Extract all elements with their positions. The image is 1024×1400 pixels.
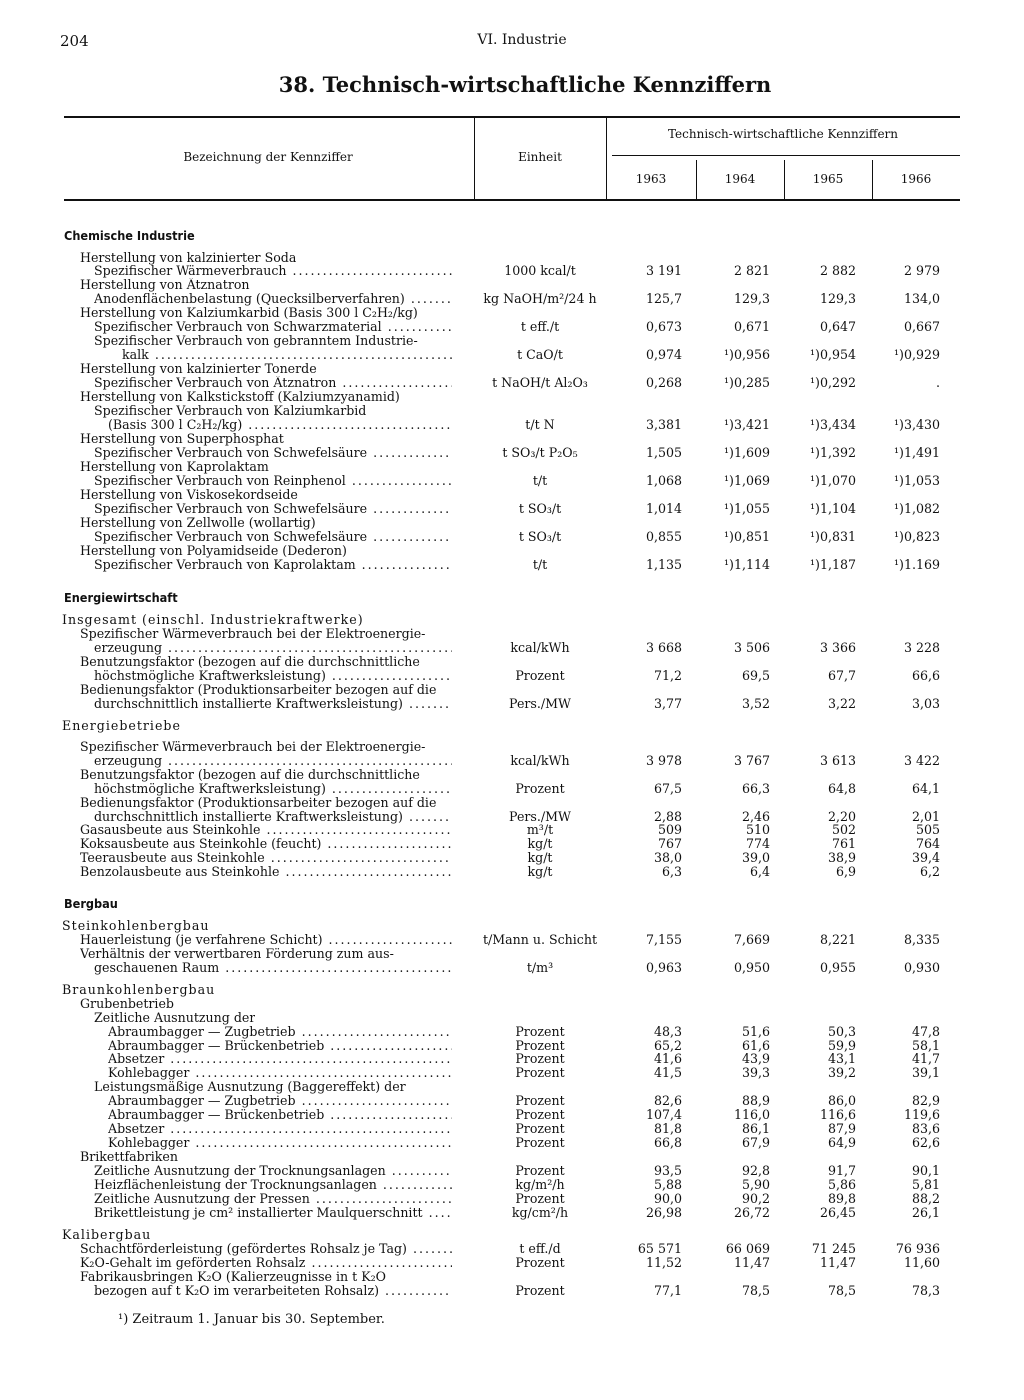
value-cell-1963: 6,3 [661, 864, 682, 879]
value-cell-1965: ¹)1,104 [809, 501, 856, 516]
row-label: Koksausbeute aus Steinkohle (feucht) ..... [80, 837, 452, 851]
row-unit: Prozent [515, 668, 565, 683]
row-label: Herstellung von Kaprolaktam [80, 460, 269, 474]
row-label: Heizflächenleistung der Trocknungsanlagen ..... [94, 1178, 452, 1192]
value-cell-1965: 8,221 [819, 932, 856, 947]
row-label: Herstellung von Kalkstickstoff (Kalziumzyanamid) [80, 390, 400, 404]
value-cell-1965: 78,5 [827, 1283, 856, 1298]
value-cell-1965: ¹)0,954 [809, 347, 856, 362]
value-cell-1964: 66,3 [741, 781, 770, 796]
value-cell-1966: 2 979 [903, 263, 940, 278]
value-cell-1963: 3,77 [653, 696, 682, 711]
row-unit: t/t [532, 473, 548, 488]
value-cell-1963: 107,4 [645, 1107, 682, 1122]
value-cell-1966: 11,60 [903, 1255, 940, 1270]
value-cell-1965: 761 [831, 836, 856, 851]
value-cell-1964: 3 506 [733, 640, 770, 655]
col-label-header: Bezeichnung der Kennziffer [183, 150, 353, 164]
row-label: bezogen auf t K₂O im verarbeiteten Rohsalz) ..... [94, 1284, 452, 1298]
row-unit: m³/t [526, 822, 554, 837]
value-cell-1963: 11,52 [645, 1255, 682, 1270]
row-label: Absetzer ..... [108, 1122, 452, 1136]
row-label: Zeitliche Ausnutzung der Trocknungsanlagen ..... [94, 1164, 452, 1178]
value-cell-1966: ¹)1.169 [893, 557, 940, 572]
row-label: Spezifischer Verbrauch von Ätznatron ..... [94, 376, 452, 390]
row-unit: t eff./t [520, 319, 560, 334]
value-cell-1965: 67,7 [827, 668, 856, 683]
value-cell-1965: 64,8 [827, 781, 856, 796]
value-cell-1966: 134,0 [903, 291, 940, 306]
subsection-heading: Kalibergbau [62, 1228, 152, 1242]
value-cell-1963: 509 [657, 822, 682, 837]
row-label: Verhältnis der verwertbaren Förderung zum aus- [80, 947, 394, 961]
value-cell-1963: 0,963 [645, 960, 682, 975]
value-cell-1963: 81,8 [653, 1121, 682, 1136]
row-label: Zeitliche Ausnutzung der Pressen ..... [94, 1192, 452, 1206]
value-cell-1965: 0,955 [819, 960, 856, 975]
value-cell-1963: 1,135 [645, 557, 682, 572]
value-cell-1963: 41,6 [653, 1051, 682, 1066]
row-label: Spezifischer Verbrauch von gebranntem Industrie- [94, 334, 418, 348]
value-cell-1963: 41,5 [653, 1065, 682, 1080]
value-cell-1965: 0,647 [819, 319, 856, 334]
value-cell-1965: 11,47 [819, 1255, 856, 1270]
value-cell-1963: 125,7 [645, 291, 682, 306]
value-cell-1964: ¹)0,956 [723, 347, 770, 362]
value-cell-1963: 71,2 [653, 668, 682, 683]
value-cell-1964: 67,9 [741, 1135, 770, 1150]
value-cell-1966: 78,3 [911, 1283, 940, 1298]
row-unit: Prozent [515, 1191, 565, 1206]
row-label: höchstmögliche Kraftwerksleistung) ..... [94, 669, 452, 683]
value-cell-1965: ¹)0,292 [809, 375, 856, 390]
row-unit: t/Mann u. Schicht [482, 932, 598, 947]
value-cell-1966: 47,8 [911, 1024, 940, 1039]
row-label: Spezifischer Wärmeverbrauch bei der Elektroenergie- [80, 627, 426, 641]
row-label: Herstellung von Viskosekordseide [80, 488, 298, 502]
value-cell-1965: 43,1 [827, 1051, 856, 1066]
value-cell-1964: ¹)1,609 [723, 445, 770, 460]
row-label: Spezifischer Verbrauch von Schwefelsäure ..... [94, 502, 452, 516]
row-label: Abraumbagger — Brückenbetrieb ..... [108, 1108, 452, 1122]
row-label: Spezifischer Verbrauch von Reinphenol ..... [94, 474, 452, 488]
subsection-heading: Energiebetriebe [62, 719, 181, 733]
row-label: Bedienungsfaktor (Produktionsarbeiter bezogen auf die [80, 683, 437, 697]
value-cell-1964: 0,671 [733, 319, 770, 334]
row-unit: Prozent [515, 1107, 565, 1122]
row-unit: t SO₃/t [518, 529, 562, 544]
value-cell-1966: 90,1 [911, 1163, 940, 1178]
value-cell-1966: 8,335 [903, 932, 940, 947]
row-unit: t CaO/t [517, 347, 563, 362]
value-cell-1964: 129,3 [733, 291, 770, 306]
value-cell-1963: 65 571 [637, 1241, 682, 1256]
value-cell-1965: 5,86 [827, 1177, 856, 1192]
value-cell-1965: 2,20 [827, 809, 856, 824]
value-cell-1965: 3 366 [819, 640, 856, 655]
row-unit: 1000 kcal/t [504, 263, 576, 278]
row-unit: kg NaOH/m²/24 h [483, 291, 597, 306]
value-cell-1964: 7,669 [733, 932, 770, 947]
value-cell-1966: 764 [915, 836, 940, 851]
year-header: 1963 [635, 172, 667, 186]
row-unit: Prozent [515, 1051, 565, 1066]
row-label: kalk ..... [122, 348, 452, 362]
value-cell-1964: 774 [745, 836, 770, 851]
row-label: höchstmögliche Kraftwerksleistung) ..... [94, 782, 452, 796]
value-cell-1965: 89,8 [827, 1191, 856, 1206]
value-cell-1964: 88,9 [741, 1093, 770, 1108]
value-cell-1966: 39,1 [911, 1065, 940, 1080]
value-cell-1966: 82,9 [911, 1093, 940, 1108]
row-unit: kg/t [527, 864, 553, 879]
subsection-heading: Insgesamt (einschl. Industriekraftwerke) [62, 613, 364, 627]
value-cell-1966: 62,6 [911, 1135, 940, 1150]
value-cell-1963: 66,8 [653, 1135, 682, 1150]
value-cell-1966: 83,6 [911, 1121, 940, 1136]
value-cell-1965: ¹)1,187 [809, 557, 856, 572]
row-unit: t SO₃/t P₂O₅ [502, 445, 578, 460]
row-label: Anodenflächenbelastung (Quecksilberverfahren) ..... [94, 292, 452, 306]
value-cell-1964: 51,6 [741, 1024, 770, 1039]
value-cell-1966: . [935, 375, 940, 390]
value-cell-1965: 116,6 [819, 1107, 856, 1122]
value-cell-1964: 0,950 [733, 960, 770, 975]
value-cell-1963: 7,155 [645, 932, 682, 947]
value-cell-1965: ¹)3,434 [809, 417, 856, 432]
value-cell-1965: 59,9 [827, 1038, 856, 1053]
value-cell-1963: 1,014 [645, 501, 682, 516]
footnote: ¹) Zeitraum 1. Januar bis 30. September. [118, 1312, 385, 1327]
value-cell-1966: 64,1 [911, 781, 940, 796]
value-cell-1963: 77,1 [653, 1283, 682, 1298]
value-cell-1964: 6,4 [749, 864, 770, 879]
section-heading: Bergbau [64, 897, 118, 911]
row-label: Benutzungsfaktor (bezogen auf die durchschnittliche [80, 655, 420, 669]
value-cell-1964: 510 [745, 822, 770, 837]
value-cell-1965: 129,3 [819, 291, 856, 306]
value-cell-1963: 1,068 [645, 473, 682, 488]
subsection-heading: Braunkohlenbergbau [62, 983, 216, 997]
value-cell-1963: 38,0 [653, 850, 682, 865]
value-cell-1966: 505 [915, 822, 940, 837]
row-unit: Prozent [515, 781, 565, 796]
section-heading: Energiewirtschaft [64, 591, 178, 605]
value-cell-1966: 88,2 [911, 1191, 940, 1206]
value-cell-1963: 767 [657, 836, 682, 851]
row-unit: t SO₃/t [518, 501, 562, 516]
row-unit: Prozent [515, 1093, 565, 1108]
row-label: Fabrikausbringen K₂O (Kalierzeugnisse in t K₂O [80, 1270, 386, 1284]
value-cell-1964: 43,9 [741, 1051, 770, 1066]
row-unit: kcal/kWh [510, 753, 570, 768]
page-number: 204 [60, 32, 89, 50]
value-cell-1966: ¹)1,082 [893, 501, 940, 516]
value-cell-1965: 26,45 [819, 1205, 856, 1220]
value-cell-1964: ¹)3,421 [723, 417, 770, 432]
row-label: Brikettleistung je cm² installierter Maulquerschnitt ..... [94, 1206, 452, 1220]
row-unit: Pers./MW [509, 696, 571, 711]
row-unit: t/t N [525, 417, 555, 432]
value-cell-1964: 92,8 [741, 1163, 770, 1178]
row-unit: kg/m²/h [515, 1177, 565, 1192]
row-label: erzeugung ..... [94, 641, 452, 655]
value-cell-1963: 2,88 [653, 809, 682, 824]
row-label: Benzolausbeute aus Steinkohle ..... [80, 865, 452, 879]
value-cell-1966: ¹)0,823 [893, 529, 940, 544]
row-label: Spezifischer Verbrauch von Schwarzmaterial ..... [94, 320, 452, 334]
value-cell-1966: 2,01 [911, 809, 940, 824]
row-label: Spezifischer Verbrauch von Kalziumkarbid [94, 404, 367, 418]
value-cell-1966: ¹)1,053 [893, 473, 940, 488]
row-label: Grubenbetrieb [80, 997, 174, 1011]
value-cell-1966: 5,81 [911, 1177, 940, 1192]
value-cell-1966: 3 228 [903, 640, 940, 655]
row-label: Herstellung von Zellwolle (wollartig) [80, 516, 316, 530]
value-cell-1963: 26,98 [645, 1205, 682, 1220]
value-cell-1966: 39,4 [911, 850, 940, 865]
value-cell-1963: 65,2 [653, 1038, 682, 1053]
value-cell-1963: 93,5 [653, 1163, 682, 1178]
row-label: Benutzungsfaktor (bezogen auf die durchschnittliche [80, 768, 420, 782]
year-header: 1966 [900, 172, 932, 186]
value-cell-1965: 3 613 [819, 753, 856, 768]
row-unit: t/t [532, 557, 548, 572]
value-cell-1965: 91,7 [827, 1163, 856, 1178]
row-unit: kcal/kWh [510, 640, 570, 655]
row-unit: t eff./d [519, 1241, 561, 1256]
value-cell-1966: 3 422 [903, 753, 940, 768]
value-cell-1965: 71 245 [811, 1241, 856, 1256]
value-cell-1964: 2,46 [741, 809, 770, 824]
row-unit: Prozent [515, 1135, 565, 1150]
row-label: Absetzer ..... [108, 1052, 452, 1066]
page-title: 38. Technisch-wirtschaftliche Kennziffern [278, 72, 772, 97]
value-cell-1966: 119,6 [903, 1107, 940, 1122]
value-cell-1965: 38,9 [827, 850, 856, 865]
value-cell-1966: 3,03 [911, 696, 940, 711]
value-cell-1966: 66,6 [911, 668, 940, 683]
value-cell-1964: 78,5 [741, 1283, 770, 1298]
value-cell-1965: 64,9 [827, 1135, 856, 1150]
row-unit: Prozent [515, 1283, 565, 1298]
value-cell-1965: 502 [831, 822, 856, 837]
value-cell-1964: 3,52 [741, 696, 770, 711]
value-cell-1964: 66 069 [725, 1241, 770, 1256]
row-unit: kg/cm²/h [511, 1205, 569, 1220]
value-cell-1964: 26,72 [733, 1205, 770, 1220]
row-label: Brikettfabriken [80, 1150, 178, 1164]
value-cell-1963: 3 191 [645, 263, 682, 278]
value-cell-1965: ¹)0,831 [809, 529, 856, 544]
value-cell-1963: 0,855 [645, 529, 682, 544]
value-cell-1963: 48,3 [653, 1024, 682, 1039]
value-cell-1966: ¹)1,491 [893, 445, 940, 460]
row-unit: Prozent [515, 1038, 565, 1053]
row-label: Abraumbagger — Zugbetrieb ..... [108, 1094, 452, 1108]
value-cell-1966: ¹)0,929 [893, 347, 940, 362]
row-label: Zeitliche Ausnutzung der [94, 1011, 256, 1025]
row-label: Herstellung von kalzinierter Tonerde [80, 362, 317, 376]
row-label: Herstellung von Superphosphat [80, 432, 284, 446]
value-cell-1964: 5,90 [741, 1177, 770, 1192]
value-cell-1963: 5,88 [653, 1177, 682, 1192]
row-label: Herstellung von Polyamidseide (Dederon) [80, 544, 347, 558]
value-cell-1964: ¹)0,851 [723, 529, 770, 544]
running-head: VI. Industrie [477, 32, 567, 48]
row-label: Hauerleistung (je verfahrene Schicht) ..... [80, 933, 452, 947]
value-cell-1965: 86,0 [827, 1093, 856, 1108]
row-label: Spezifischer Verbrauch von Schwefelsäure ..... [94, 446, 452, 460]
row-label: Kohlebagger ..... [108, 1066, 452, 1080]
year-header: 1964 [724, 172, 756, 186]
value-cell-1964: ¹)1,055 [723, 501, 770, 516]
value-cell-1965: 87,9 [827, 1121, 856, 1136]
value-cell-1964: ¹)1,069 [723, 473, 770, 488]
row-label: (Basis 300 l C₂H₂/kg) ..... [108, 418, 452, 432]
row-unit: Prozent [515, 1255, 565, 1270]
col-group-header: Technisch-wirtschaftliche Kennziffern [667, 127, 899, 141]
row-label: Spezifischer Wärmeverbrauch ..... [94, 264, 452, 278]
row-label: geschauenen Raum ..... [94, 961, 452, 975]
value-cell-1964: 90,2 [741, 1191, 770, 1206]
row-unit: kg/t [527, 850, 553, 865]
row-unit: kg/t [527, 836, 553, 851]
value-cell-1964: 11,47 [733, 1255, 770, 1270]
value-cell-1963: 67,5 [653, 781, 682, 796]
row-label: Spezifischer Verbrauch von Schwefelsäure ..... [94, 530, 452, 544]
value-cell-1963: 3,381 [645, 417, 682, 432]
value-cell-1964: 69,5 [741, 668, 770, 683]
value-cell-1966: 26,1 [911, 1205, 940, 1220]
row-label: Spezifischer Verbrauch von Kaprolaktam ..... [94, 558, 452, 572]
row-unit: Prozent [515, 1163, 565, 1178]
row-label: durchschnittlich installierte Kraftwerksleistung) ..... [94, 697, 452, 711]
row-unit: Prozent [515, 1121, 565, 1136]
value-cell-1963: 3 978 [645, 753, 682, 768]
row-label: Abraumbagger — Brückenbetrieb ..... [108, 1039, 452, 1053]
value-cell-1964: 116,0 [733, 1107, 770, 1122]
row-label: Herstellung von kalzinierter Soda [80, 251, 297, 265]
value-cell-1965: 50,3 [827, 1024, 856, 1039]
value-cell-1966: 0,930 [903, 960, 940, 975]
value-cell-1964: ¹)0,285 [723, 375, 770, 390]
subsection-heading: Steinkohlenbergbau [62, 919, 210, 933]
value-cell-1965: 39,2 [827, 1065, 856, 1080]
value-cell-1966: 0,667 [903, 319, 940, 334]
row-label: K₂O-Gehalt im geförderten Rohsalz ..... [80, 1256, 452, 1270]
value-cell-1966: ¹)3,430 [893, 417, 940, 432]
value-cell-1964: 3 767 [733, 753, 770, 768]
row-label: Herstellung von Ätznatron [80, 278, 250, 292]
value-cell-1963: 0,268 [645, 375, 682, 390]
value-cell-1965: ¹)1,392 [809, 445, 856, 460]
value-cell-1964: 61,6 [741, 1038, 770, 1053]
year-header: 1965 [812, 172, 844, 186]
value-cell-1965: 2 882 [819, 263, 856, 278]
value-cell-1965: 3,22 [827, 696, 856, 711]
value-cell-1964: 86,1 [741, 1121, 770, 1136]
row-label: Spezifischer Wärmeverbrauch bei der Elektroenergie- [80, 740, 426, 754]
row-unit: Prozent [515, 1024, 565, 1039]
row-unit: Pers./MW [509, 809, 571, 824]
col-unit-header: Einheit [518, 150, 562, 164]
row-unit: Prozent [515, 1065, 565, 1080]
row-label: Herstellung von Kalziumkarbid (Basis 300 l C₂H₂/kg) [80, 306, 418, 320]
value-cell-1963: 1,505 [645, 445, 682, 460]
value-cell-1965: 6,9 [835, 864, 856, 879]
row-label: Abraumbagger — Zugbetrieb ..... [108, 1025, 452, 1039]
value-cell-1964: 39,0 [741, 850, 770, 865]
value-cell-1966: 58,1 [911, 1038, 940, 1053]
value-cell-1963: 0,673 [645, 319, 682, 334]
row-label: Gasausbeute aus Steinkohle ..... [80, 823, 452, 837]
row-label: Teerausbeute aus Steinkohle ..... [80, 851, 452, 865]
row-label: durchschnittlich installierte Kraftwerksleistung) ..... [94, 810, 452, 824]
value-cell-1964: 39,3 [741, 1065, 770, 1080]
row-unit: t/m³ [526, 960, 554, 975]
row-label: erzeugung ..... [94, 754, 452, 768]
row-label: Schachtförderleistung (gefördertes Rohsalz je Tag) ..... [80, 1242, 452, 1256]
row-unit: t NaOH/t Al₂O₃ [492, 375, 588, 390]
value-cell-1966: 6,2 [919, 864, 940, 879]
value-cell-1966: 41,7 [911, 1051, 940, 1066]
value-cell-1963: 90,0 [653, 1191, 682, 1206]
value-cell-1964: ¹)1,114 [723, 557, 770, 572]
row-label: Kohlebagger ..... [108, 1136, 452, 1150]
value-cell-1963: 3 668 [645, 640, 682, 655]
value-cell-1965: ¹)1,070 [809, 473, 856, 488]
value-cell-1966: 76 936 [895, 1241, 940, 1256]
section-heading: Chemische Industrie [64, 229, 195, 243]
row-label: Leistungsmäßige Ausnutzung (Baggereffekt) der [94, 1080, 406, 1094]
value-cell-1963: 82,6 [653, 1093, 682, 1108]
row-label: Bedienungsfaktor (Produktionsarbeiter bezogen auf die [80, 796, 437, 810]
value-cell-1964: 2 821 [733, 263, 770, 278]
value-cell-1963: 0,974 [645, 347, 682, 362]
